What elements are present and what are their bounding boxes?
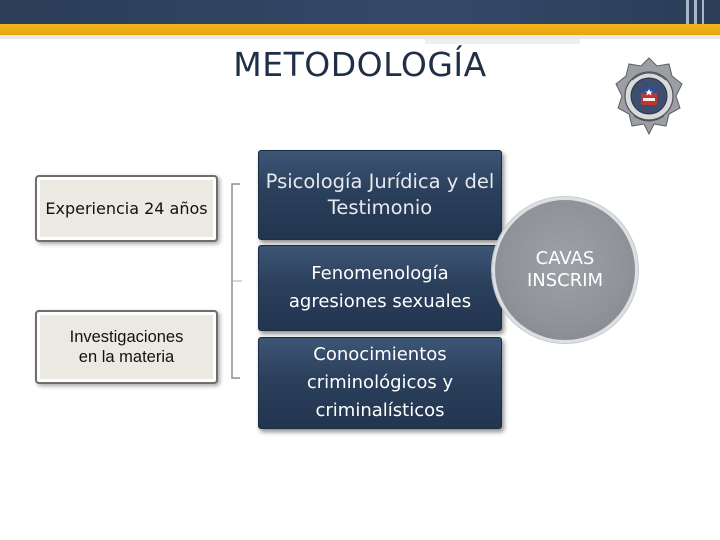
header-stripe bbox=[694, 0, 697, 24]
police-badge-icon bbox=[614, 56, 684, 138]
criminology-line: Conocimientos bbox=[313, 344, 447, 365]
criminology-box bbox=[258, 337, 502, 429]
psychology-line: Psicología Jurídica y del bbox=[265, 170, 495, 193]
circle-line: CAVAS bbox=[535, 248, 595, 269]
header-light-band bbox=[425, 39, 580, 44]
phenomenology-box bbox=[258, 245, 502, 331]
header-gold-band bbox=[0, 24, 720, 35]
circle-line: INSCRIM bbox=[526, 270, 604, 291]
criminology-line: criminológicos y bbox=[306, 372, 454, 393]
criminology-line: criminalísticos bbox=[315, 400, 445, 421]
header-dark-band bbox=[0, 0, 720, 24]
slide-title: METODOLOGÍA bbox=[233, 45, 487, 84]
phenomenology-line: agresiones sexuales bbox=[288, 291, 472, 312]
research-line: en la materia bbox=[78, 348, 175, 366]
header-light-band bbox=[0, 35, 720, 39]
header-stripe bbox=[702, 0, 704, 24]
psychology-box bbox=[258, 150, 502, 240]
research-line: Investigaciones bbox=[69, 328, 184, 346]
psychology-line: Testimonio bbox=[327, 196, 433, 219]
experience-box bbox=[35, 175, 218, 242]
phenomenology-line: Fenomenología bbox=[311, 263, 449, 284]
research-box bbox=[35, 310, 218, 384]
cavas-inscrim-circle bbox=[492, 197, 638, 343]
experience-text: Experiencia 24 años bbox=[45, 199, 208, 218]
header-stripe bbox=[686, 0, 689, 24]
grouping-bracket bbox=[226, 183, 246, 379]
